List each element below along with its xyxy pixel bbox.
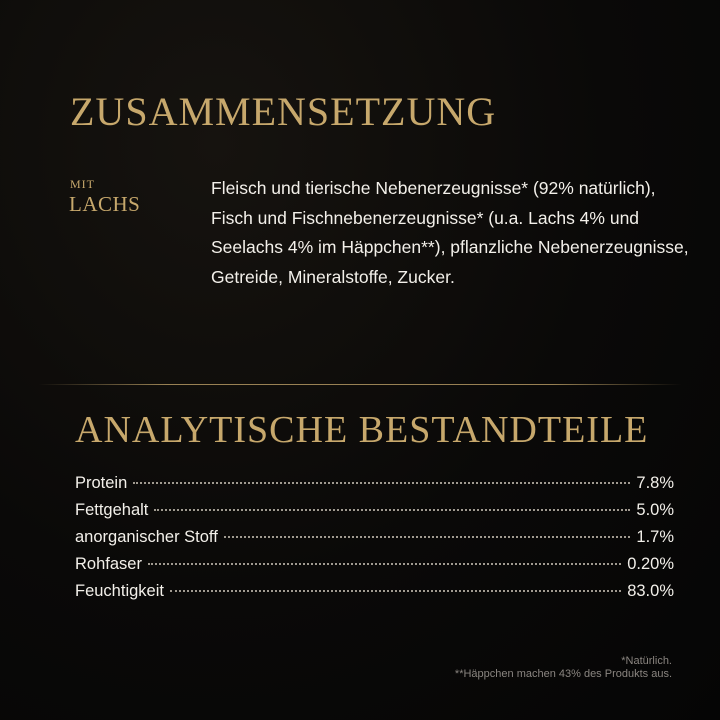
analysis-value: 83.0% [627, 582, 674, 600]
analysis-value: 0.20% [627, 555, 674, 573]
analysis-row [75, 528, 674, 555]
analysis-row [75, 582, 674, 609]
dot-leader [224, 536, 631, 538]
analysis-label: Protein [75, 474, 128, 492]
composition-text: Fleisch und tierische Nebenerzeugnisse* (92% natürlich), Fisch und Fischnebenerzeugnisse* (u.a. Lachs 4% und Seelachs 4% im Häppchen**), pflanzliche Nebenerzeugnisse, Getreide, Mineralstoffe, Zucker. [211, 178, 689, 287]
analysis-heading: ANALYTISCHE BESTANDTEILE [75, 409, 649, 451]
analysis-value: 5.0% [636, 501, 674, 519]
dot-leader [170, 590, 621, 592]
footnote-chunks: **Häppchen machen 43% des Produkts aus. [454, 668, 672, 680]
analysis-label: Fettgehalt [75, 501, 149, 519]
analysis-label: Feuchtigkeit [75, 582, 164, 600]
analysis-row [75, 501, 674, 528]
composition-heading: ZUSAMMENSETZUNG [70, 89, 497, 134]
analysis-label: Rohfaser [75, 555, 142, 573]
analysis-row [75, 555, 674, 582]
analysis-row [75, 474, 674, 501]
footnote-natural: *Natürlich. [621, 655, 672, 667]
analysis-table [75, 474, 674, 609]
variant-label-small: MIT [70, 177, 95, 191]
dot-leader [133, 482, 630, 484]
footnotes [455, 655, 672, 681]
dot-leader [148, 563, 621, 565]
variant-label [69, 178, 140, 215]
dot-leader [154, 509, 630, 511]
analysis-value: 7.8% [636, 474, 674, 492]
variant-label-big: LACHS [69, 192, 141, 216]
analysis-value: 1.7% [636, 528, 674, 546]
analysis-label: anorganischer Stoff [75, 528, 218, 546]
section-divider [38, 384, 682, 385]
